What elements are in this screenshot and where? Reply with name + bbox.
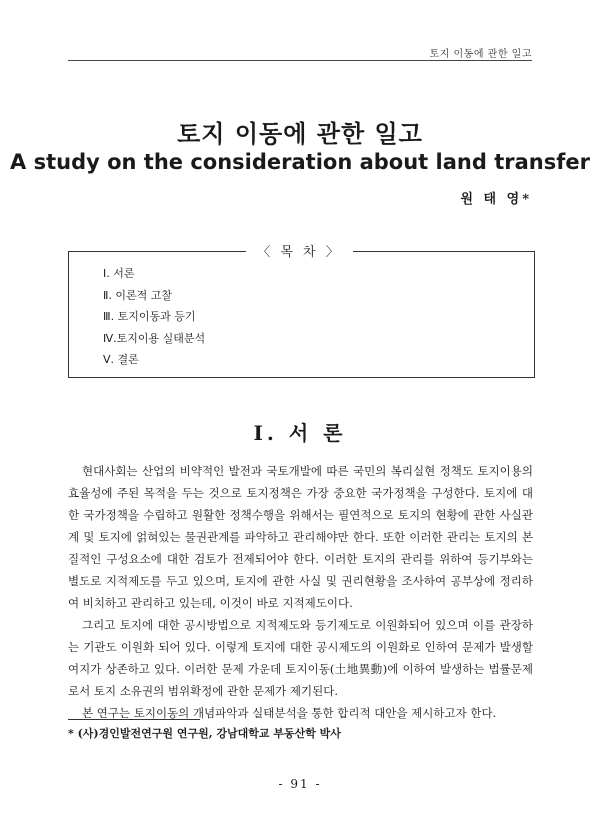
header-rule xyxy=(68,60,532,61)
paragraph: 현대사회는 산업의 비약적인 발전과 국토개발에 따른 국민의 복리실현 정책도 토지이용의 효율성에 주된 목적을 두는 것으로 토지정책은 가장 중요한 국가정책을 구성한다. 토지에 대한 국가정책을 수립하고 원활한 정책수행을 위해서는 필연적으로 토지의 현황에 관한 사실관계 및 토지에 얽혀있는 물권관계를 파악하고 관리해야만 한다. 또한 이러한 관리는 토지의 본질적인 구성요소에 대한 검토가 전제되어야 한다. 이러한 토지의 관리를 위하여 등기부와는 별도로 지적제도를 두고 있으며, 토지에 관한 사실 및 권리현황을 조사하여 공부상에 정리하여 비치하고 관리하고 있는데, 이것이 바로 지적제도이다. xyxy=(68,464,533,610)
title-korean: 토지 이동에 관한 일고 xyxy=(177,119,423,148)
toc-heading: 〈 목 차 〉 xyxy=(257,245,342,260)
toc-item: Ⅱ. 이론적 고찰 xyxy=(103,288,173,302)
toc-item: Ⅴ. 결론 xyxy=(103,353,139,366)
paragraph: 본 연구는 토지이동의 개념파악과 실태분석을 통한 합리적 대안을 제시하고자 한다. xyxy=(82,706,497,720)
running-header: 토지 이동에 관한 일고 xyxy=(429,49,532,60)
section-title: Ⅰ. 서 론 xyxy=(253,421,347,445)
toc-item: Ⅰ. 서론 xyxy=(103,267,135,280)
footnote-rule xyxy=(68,719,200,720)
author: 원 태 영* xyxy=(460,192,532,207)
paragraph: 그리고 토지에 대한 공시방법으로 지적제도와 등기제도로 이원화되어 있으며 이를 관장하는 기관도 이원화 되어 있다. 이렇게 토지에 대한 공시제도의 이원화로 인하여 문제가 발생할 여지가 상존하고 있다. 이러한 문제 가운데 토지이동(土地異動)에 이하여 발생하는 법률문제로서 토지 소유권의 범위확정에 관한 문제가 제기된다. xyxy=(68,618,533,698)
title-english: A study on the consideration about land transfer xyxy=(10,150,590,174)
toc-item: Ⅲ. 토지이동과 등기 xyxy=(103,310,196,323)
toc-item: Ⅳ.토지이용 실태분석 xyxy=(103,331,206,345)
body-text xyxy=(68,460,533,724)
toc-list xyxy=(103,263,205,371)
page-number: - 91 - xyxy=(278,777,322,791)
footnote: * (사)경인발전연구원 연구원, 강남대학교 부동산학 박사 xyxy=(68,727,341,740)
